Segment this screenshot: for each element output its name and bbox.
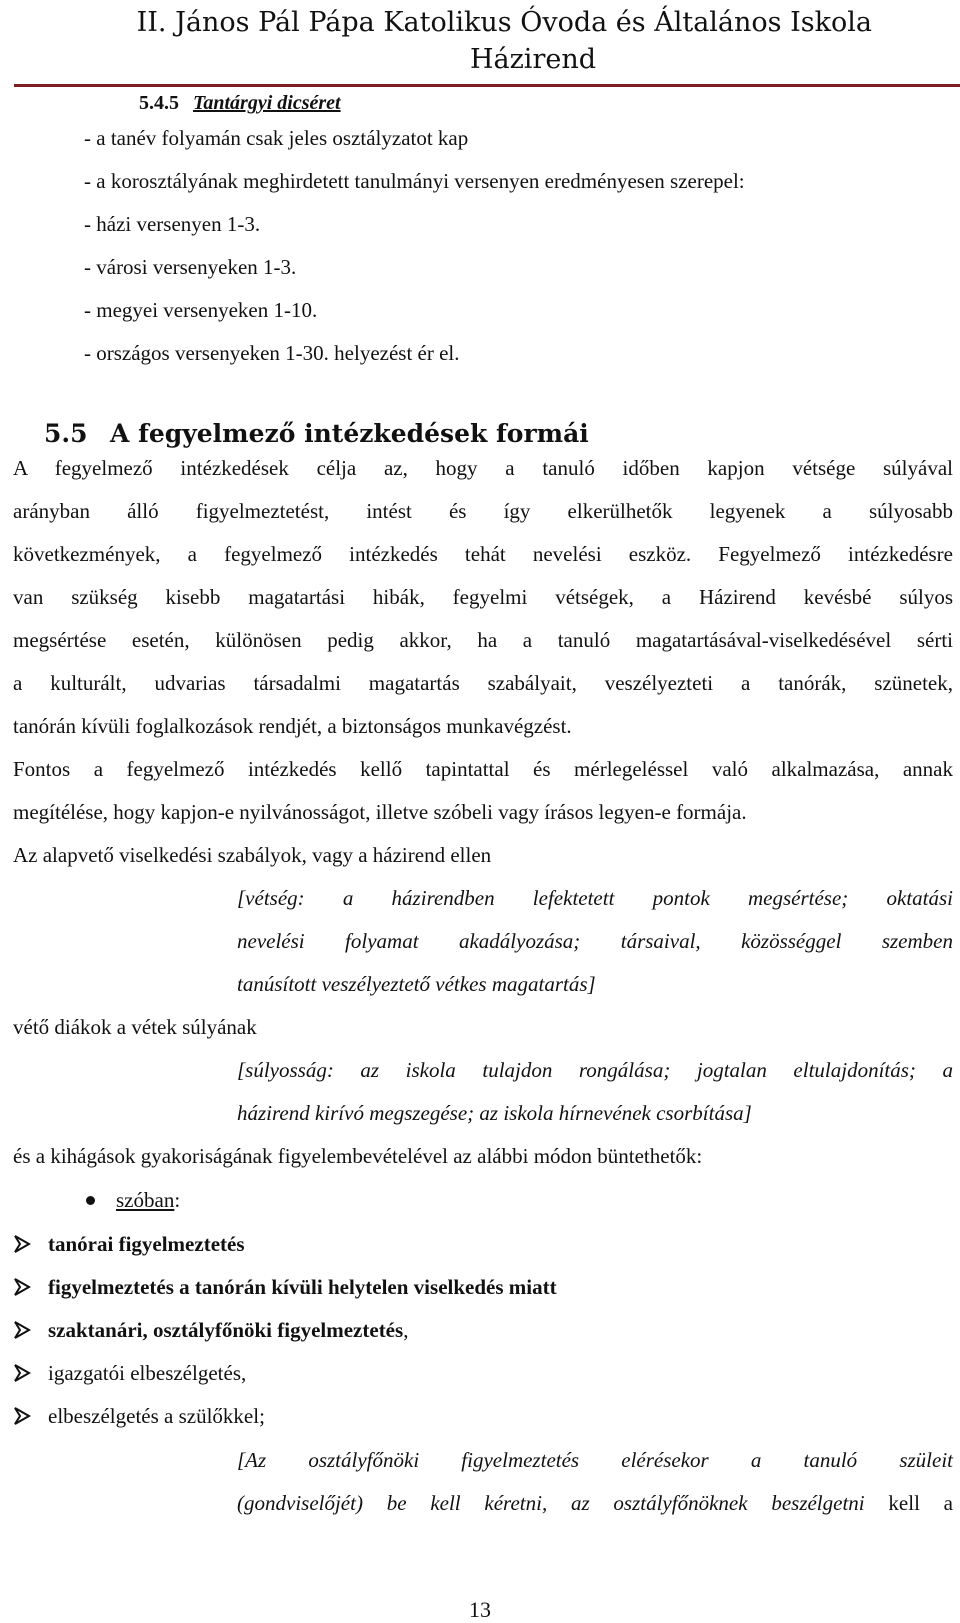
parent-note-italic: (gondviselőjét) be kell kéretni, az osztályfőnöknek beszélgetni: [237, 1491, 865, 1515]
severity-note-line: [súlyosság: az iskola tulajdon rongálása; jogtalan eltulajdonítás; a: [237, 1058, 953, 1082]
violation-note-line: tanúsított veszélyeztető vétkes magatartás]: [237, 972, 596, 996]
subsection-number: 5.4.5: [139, 92, 179, 114]
paragraph-line: megítélése, hogy kapjon-e nyilvánosságot, illetve szóbeli vagy írásos legyen-e formája.: [13, 800, 747, 824]
offenders-line: vétő diákok a vétek súlyának: [13, 1015, 257, 1039]
subsection-line: - a korosztályának meghirdetett tanulmányi versenyen eredményesen szerepel:: [84, 169, 745, 193]
subsection-title: Tantárgyi dicséret: [193, 92, 341, 114]
section-title: A fegyelmező intézkedések formái: [110, 419, 589, 448]
measure-item-suffix: ,: [403, 1318, 409, 1342]
measure-item: figyelmeztetés a tanórán kívüli helytelen viselkedés miatt: [48, 1275, 557, 1299]
section-number: 5.5: [44, 419, 88, 448]
school-name: II. János Pál Pápa Katolikus Óvoda és Általános Iskola: [136, 7, 872, 38]
subsection-heading: [139, 90, 341, 116]
verbal-label: szóban: [116, 1188, 175, 1212]
parent-note-rest: kell a: [864, 1491, 954, 1515]
violation-note-line: nevelési folyamat akadályozása; társaival, közösséggel szemben: [237, 929, 953, 953]
page-number: 13: [469, 1597, 491, 1622]
arrow-bullet-icon: [12, 1277, 32, 1297]
arrow-bullet-icon: [12, 1363, 32, 1383]
measure-item-text: szaktanári, osztályfőnöki figyelmeztetés: [48, 1318, 404, 1342]
measure-item: igazgatói elbeszélgetés,: [48, 1361, 247, 1385]
subsection-line: - városi versenyeken 1-3.: [84, 255, 297, 279]
bullet-dot-icon: [86, 1196, 95, 1205]
paragraph-line: Fontos a fegyelmező intézkedés kellő tapintattal és mérlegeléssel való alkalmazása, annak: [13, 757, 953, 781]
verbal-item: [116, 1187, 180, 1213]
severity-note-line: házirend kirívó megszegése; az iskola hírnevének csorbítása]: [237, 1101, 752, 1125]
parent-note-line: [237, 1490, 953, 1516]
paragraph-line: a kulturált, udvarias társadalmi magatartás szabályait, veszélyezteti a tanórák, szünetek,: [13, 671, 953, 695]
subsection-line: - házi versenyen 1-3.: [84, 212, 261, 236]
paragraph-line: arányban álló figyelmeztetést, intést és így elkerülhetők legyenek a súlyosabb: [13, 499, 953, 523]
subsection-line: - országos versenyeken 1-30. helyezést ér el.: [84, 341, 460, 365]
arrow-bullet-icon: [12, 1406, 32, 1426]
paragraph-line: A fegyelmező intézkedések célja az, hogy a tanuló időben kapjon vétsége súlyával: [13, 456, 953, 480]
section-heading: [44, 418, 589, 450]
measure-item: elbeszélgetés a szülőkkel;: [48, 1404, 265, 1428]
subsection-line: - a tanév folyamán csak jeles osztályzatot kap: [84, 126, 469, 150]
header-rule: [14, 84, 960, 87]
measure-item: tanórai figyelmeztetés: [48, 1232, 245, 1256]
rules-intro: Az alapvető viselkedési szabályok, vagy a házirend ellen: [13, 843, 492, 867]
measure-item: [48, 1317, 408, 1343]
parent-note-line: [Az osztályfőnöki figyelmeztetés elérésekor a tanuló szüleit: [237, 1448, 953, 1472]
document-title: Házirend: [469, 44, 596, 75]
arrow-bullet-icon: [12, 1320, 32, 1340]
punish-line: és a kihágások gyakoriságának figyelembevételével az alábbi módon büntethetők:: [13, 1144, 703, 1168]
paragraph-line: van szükség kisebb magatartási hibák, fegyelmi vétségek, a Házirend kevésbé súlyos: [13, 585, 953, 609]
paragraph-line: tanórán kívüli foglalkozások rendjét, a biztonságos munkavégzést.: [13, 714, 572, 738]
paragraph-line: következmények, a fegyelmező intézkedés tehát nevelési eszköz. Fegyelmező intézkedésre: [13, 542, 953, 566]
arrow-bullet-icon: [12, 1234, 32, 1254]
verbal-suffix: :: [174, 1188, 181, 1212]
paragraph-line: megsértése esetén, különösen pedig akkor, ha a tanuló magatartásával-viselkedésével sérti: [13, 628, 953, 652]
subsection-line: - megyei versenyeken 1-10.: [84, 298, 318, 322]
page-header: [0, 0, 960, 86]
violation-note-line: [vétség: a házirendben lefektetett pontok megsértése; oktatási: [237, 886, 953, 910]
